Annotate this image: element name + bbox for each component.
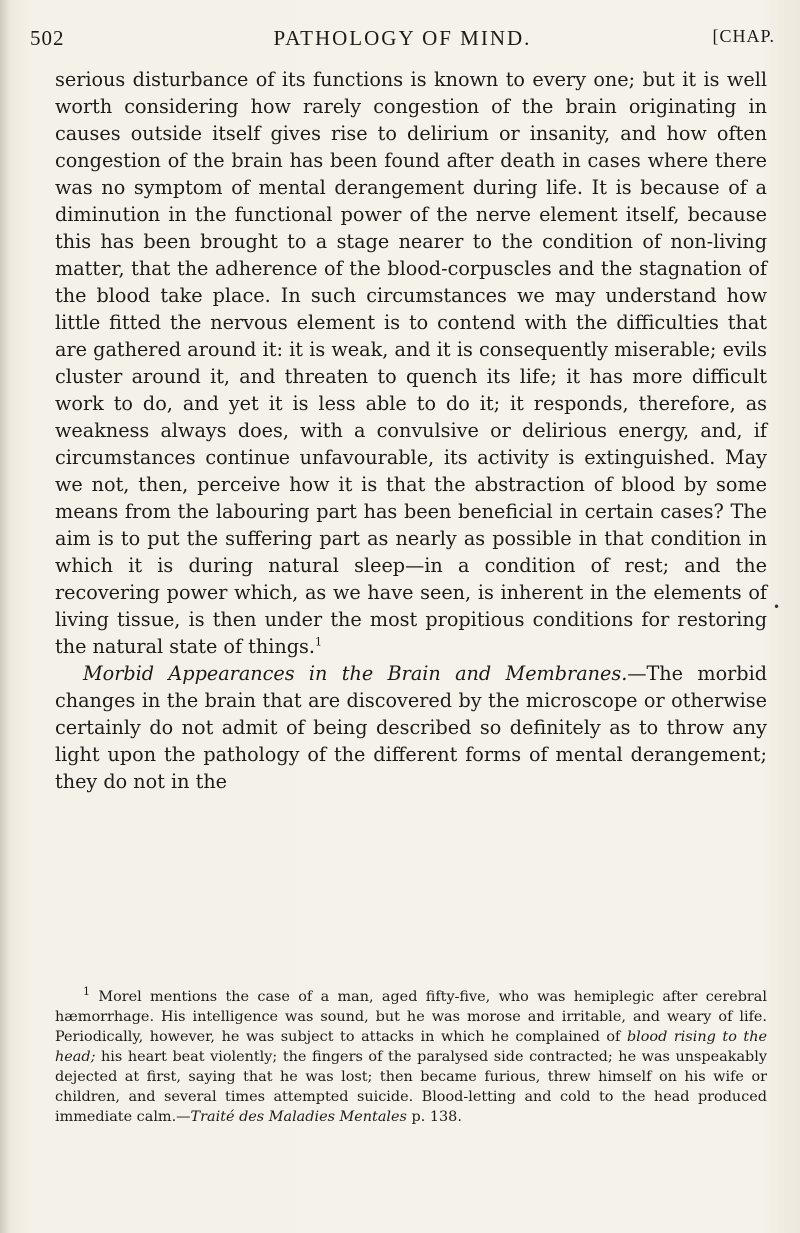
footnote-quote: blood rising to the head;	[55, 1029, 767, 1065]
footnote-marker: 1	[83, 985, 90, 999]
paragraph-1-text: serious disturbance of its functions is known to every one; but it is well worth considering how rarely congestion of the brain originating in causes outside itself gives rise to delirium or insanity, and how often congestion of the brain has been found after death in cases where there was no symptom of mental derangement during life. It is because of a diminution in the functional power of the nerve element itself, because this has been brought to a stage nearer to the condition of non-living matter, that the adherence of the blood-corpuscles and the stagnation of the blood take place. In such circumstances we may understand how little fitted the nervous element is to contend with the difficulties that are gathered around it: it is weak, and it is consequently miserable; evils cluster around it, and threaten to quench its life; it has more difficult work to do, and yet it is less able to do it; it responds, therefore, as weakness always does, with a convulsive or delirious energy, and, if circumstances continue unfavourable, its activity is extinguished. May we not, then, perceive how it is that the abstraction of blood by some means from the labouring part has been beneficial in certain cases? The aim is to put the suffering part as nearly as possible in that condition in which it is during natural sleep—in a condition of rest; and the recovering power which, as we have seen, is inherent in the elements of living tissue, is then under the most propitious conditions for restoring the natural state of things.	[55, 68, 767, 658]
footnote-text-c: p. 138.	[406, 1109, 462, 1125]
margin-mark: •	[773, 600, 781, 614]
footnote-text-b: his heart beat violently; the fingers of the paralysed side contracted; he was unspeakably dejected at first, saying that he was lost; then became furious, threw himself on his wife or children, and several times attempted suicide. Blood-letting and cold to the head produced immediate calm.—	[55, 1049, 767, 1125]
paragraph-2	[55, 660, 767, 795]
footnote-reference: 1	[314, 635, 322, 649]
main-text	[55, 66, 767, 795]
paragraph-1	[55, 66, 767, 660]
footnote-text-a: Morel mentions the case of a man, aged fifty-five, who was hemiplegic after cerebral hæmorrhage. His intelligence was sound, but he was morose and irritable, and weary of life. Periodically, however, he was subject to attacks in which he complained of	[55, 989, 767, 1045]
chapter-marker: [CHAP.	[712, 26, 775, 46]
footnote-source-title: Traité des Maladies Mentales	[190, 1109, 407, 1125]
running-title: PATHOLOGY OF MIND.	[273, 26, 532, 50]
paragraph-2-text: —The morbid changes in the brain that are discovered by the microscope or otherwise certainly do not admit of being described so definitely as to throw any light upon the pathology of the different forms of mental derangement; they do not in the	[55, 662, 767, 793]
running-header	[30, 26, 775, 56]
footnote	[55, 987, 767, 1127]
page-number: 502	[30, 26, 65, 50]
section-heading: Morbid Appearances in the Brain and Membranes.	[83, 662, 628, 685]
book-spine-shadow	[0, 0, 10, 1233]
